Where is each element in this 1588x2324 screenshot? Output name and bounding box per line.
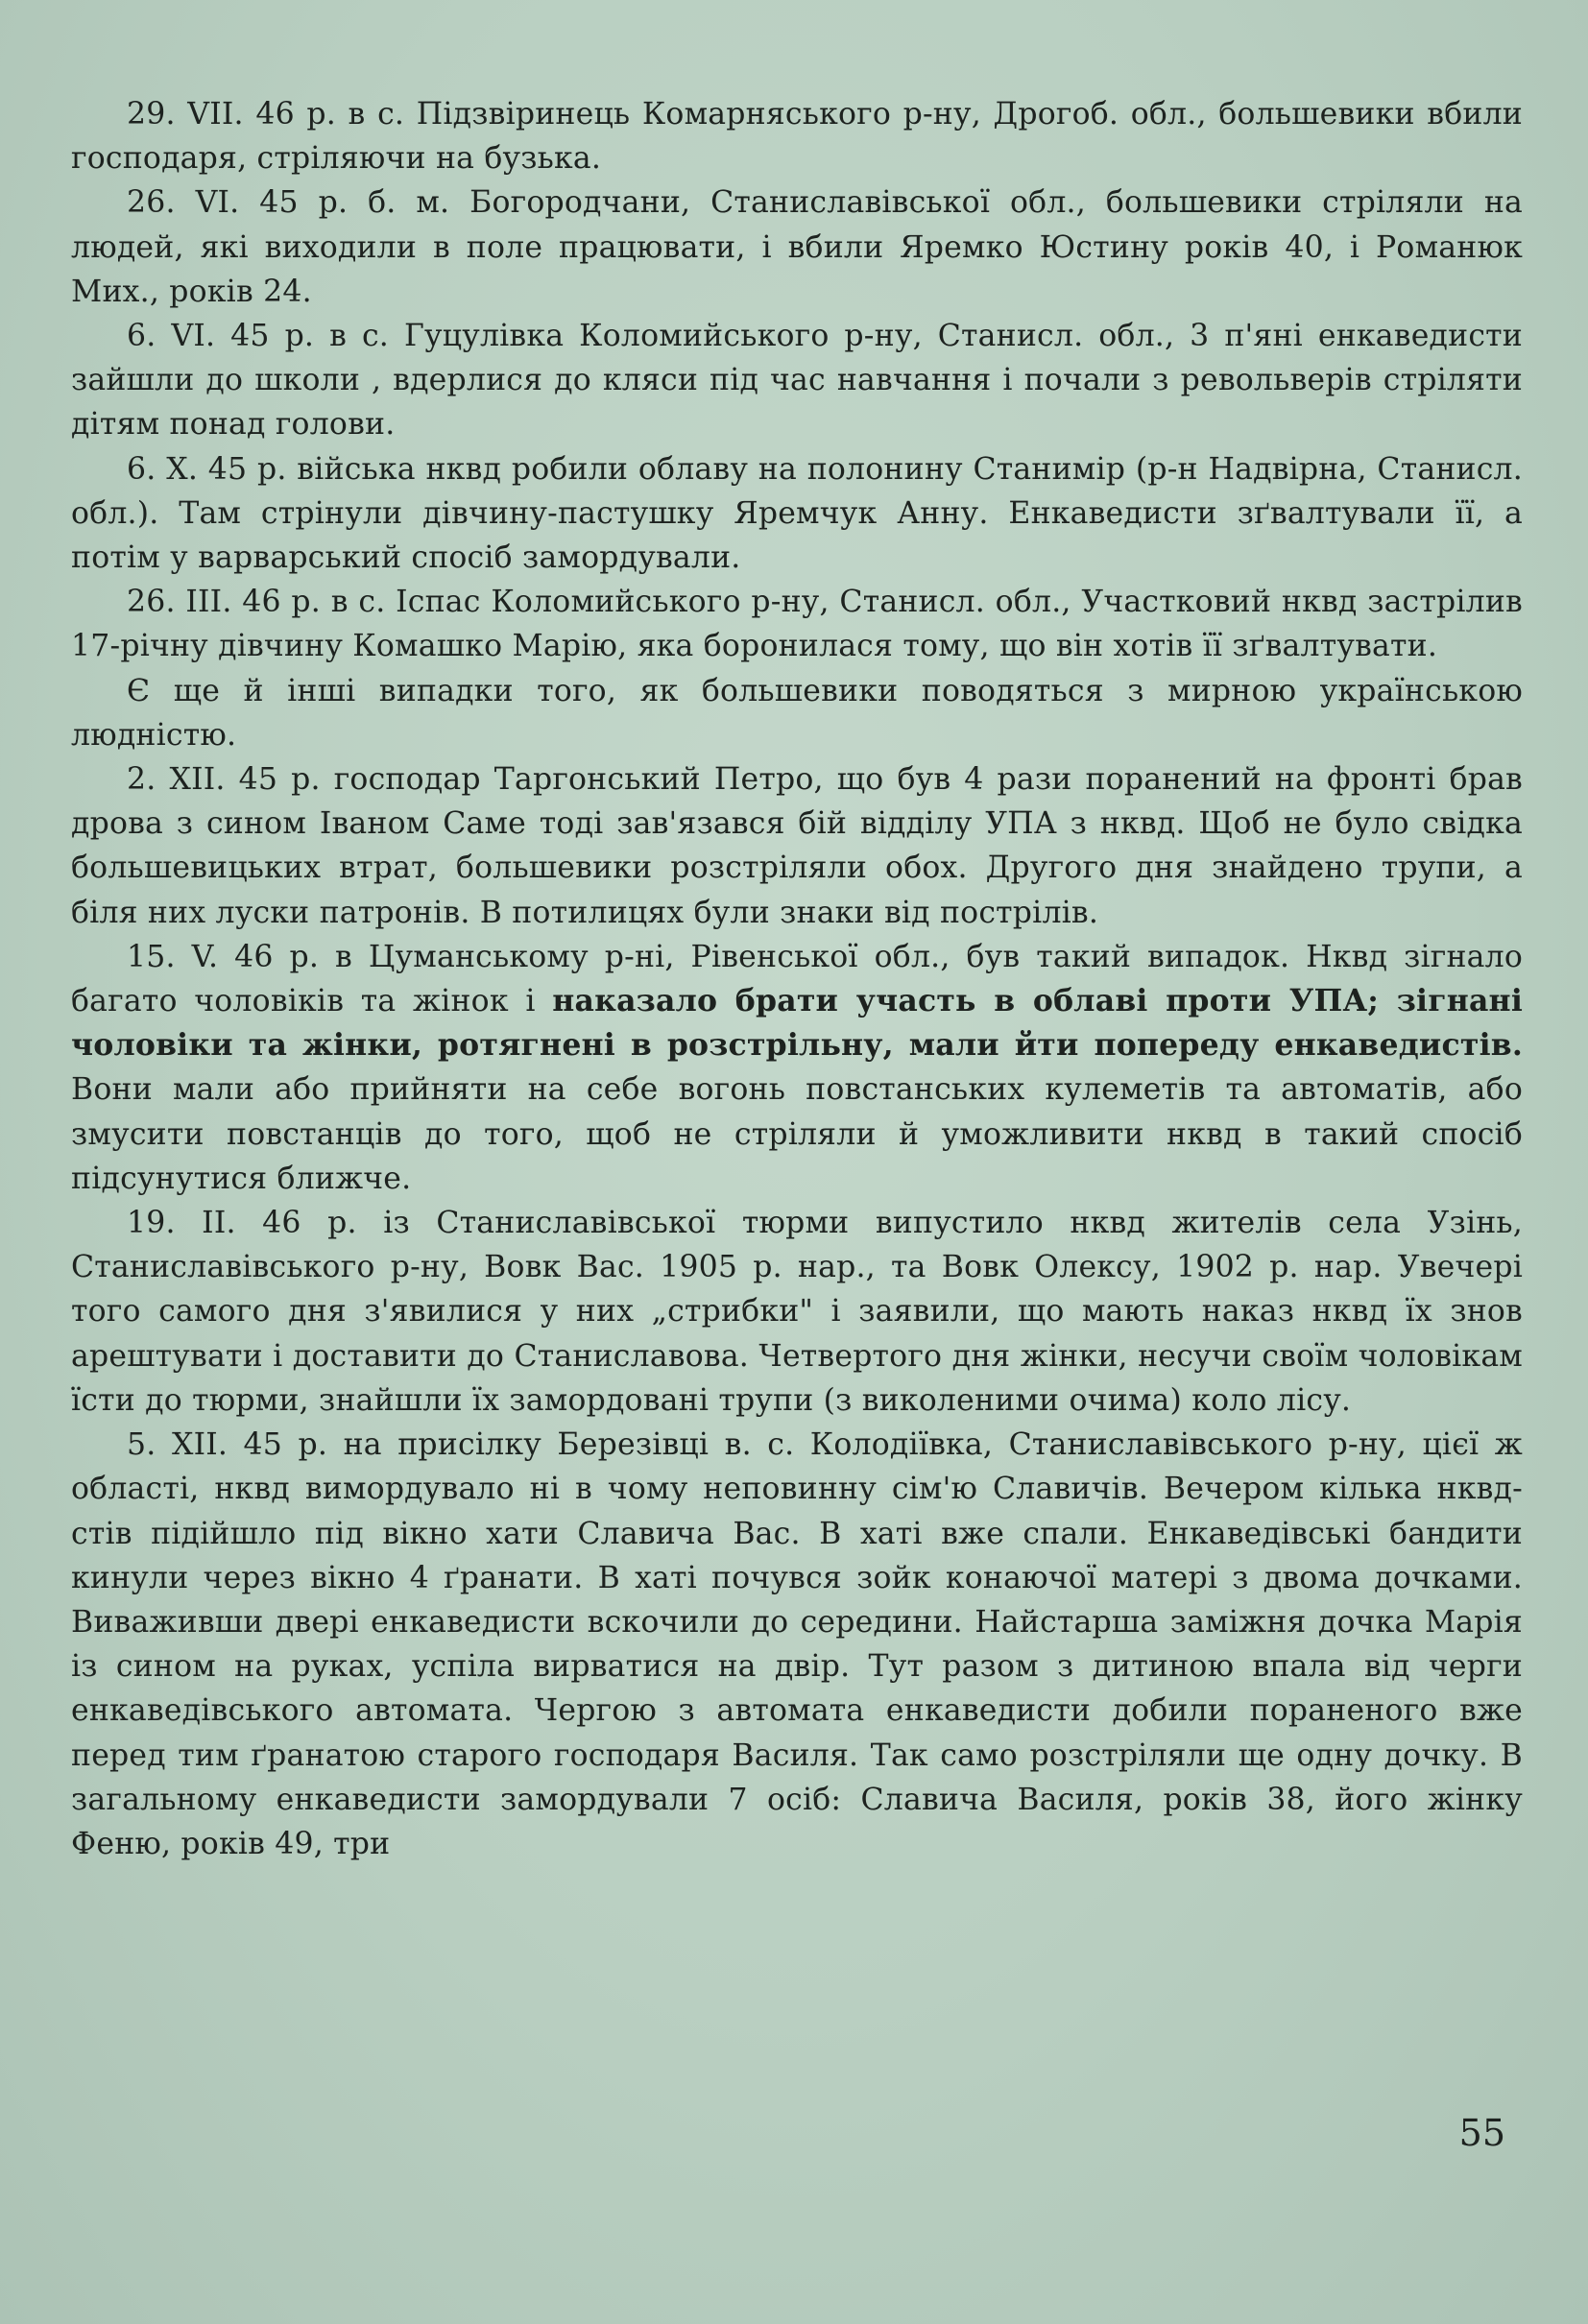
paragraph-8-bold-emphasis: наказало брати участь в облаві проти УПА; зігнані чоловіки та жінки, ротягнені в розстрільну, мали йти попереду енкаведистів. (71, 983, 1523, 1064)
paragraph-8-rest: Вони мали або прийняти на себе вогонь повстанських кулеметів та автоматів, або змусити повстанців до того, щоб не стріляли й уможливити нквд в такий спосіб підсунутися ближче. (71, 1072, 1523, 1196)
paragraph-10: 5. XII. 45 р. на присілку Березівці в. с. Колодіївка, Станиславівського р-ну, цієї ж області, нквд вимордувало ні в чому неповинну сім'ю Славичів. Вечером кілька нквд-стів підійшло під вікно хати Славича Вас. В хаті вже спали. Енкаведівські бандити кинули через вікно 4 ґранати. В хаті почувся зойк конаючої матері з двома дочками. Виваживши двері енкаведисти вскочили до середини. Найстарша заміжня дочка Марія із сином на руках, успіла вирватися на двір. Тут разом з дитиною впала від черги енкаведівського автомата. Чергою з автомата енкаведисти добили пораненого вже перед тим ґранатою старого господаря Василя. Так само розстріляли ще одну дочку. В загальному енкаведисти замордували 7 осіб: Славича Василя, років 38, його жінку Феню, років 49, три (71, 1427, 1523, 1861)
paragraph-7: 2. XII. 45 р. господар Таргонський Петро, що був 4 рази поранений на фронті брав дрова з сином Іваном Саме тоді зав'язався бій відділу УПА з нквд. Щоб не було свідка большевицьких втрат, большевики розстріляли обох. Другого дня знайдено трупи, а біля них луски патронів. В потилицях були знаки від пострілів. (71, 762, 1523, 930)
page-body-text (71, 92, 1523, 1866)
paragraph-9: 19. II. 46 р. із Станиславівської тюрми випустило нквд жителів села Узінь, Станиславівського р-ну, Вовк Вас. 1905 р. нар., та Вовк Олексу, 1902 р. нар. Увечері того самого дня з'явилися у них „стрибки" і заявили, що мають наказ нквд їх знов арештувати і доставити до Станиславова. Четвертого дня жінки, несучи своїм чоловікам їсти до тюрми, знайшли їх замордовані трупи (з виколеними очима) коло лісу. (71, 1206, 1523, 1418)
paragraph-4: 6. X. 45 р. війська нквд робили облаву на полонину Станимір (р-н Надвірна, Станисл. обл.). Там стрінули дівчину-пастушку Яремчук Анну. Енкаведисти зґвалтували її, а потім у варварський спосіб замордували. (71, 451, 1523, 576)
page-number: 55 (1458, 2112, 1505, 2154)
paragraph-6: Є ще й інші випадки того, як большевики поводяться з мирною українською людністю. (71, 673, 1523, 753)
paragraph-8 (71, 935, 1523, 1201)
paragraph-2: 26. VI. 45 р. б. м. Богородчани, Станиславівської обл., большевики стріляли на людей, які виходили в поле працювати, і вбили Яремко Юстину років 40, і Романюк Мих., років 24. (71, 185, 1523, 309)
paragraph-5: 26. III. 46 р. в с. Іспас Коломийського р-ну, Станисл. обл., Участковий нквд застрілив 17-річну дівчину Комашко Марію, яка боронилася тому, що він хотів її зґвалтувати. (71, 585, 1523, 664)
paragraph-8-intro: 15. V. 46 р. в Цуманському р-ні, Рівенської обл., був такий випадок. Нквд зігнало багато чоловіків та жінок і (71, 939, 1523, 1019)
paragraph-1: 29. VII. 46 р. в с. Підзвіринець Комарняського р-ну, Дрогоб. обл., большевики вбили господаря, стріляючи на бузька. (71, 97, 1523, 177)
paragraph-3: 6. VI. 45 р. в с. Гуцулівка Коломийського р-ну, Станисл. обл., 3 п'яні енкаведисти зайшли до школи , вдерлися до кляси під час навчання і почали з револьверів стріляти дітям понад голови. (71, 319, 1523, 443)
